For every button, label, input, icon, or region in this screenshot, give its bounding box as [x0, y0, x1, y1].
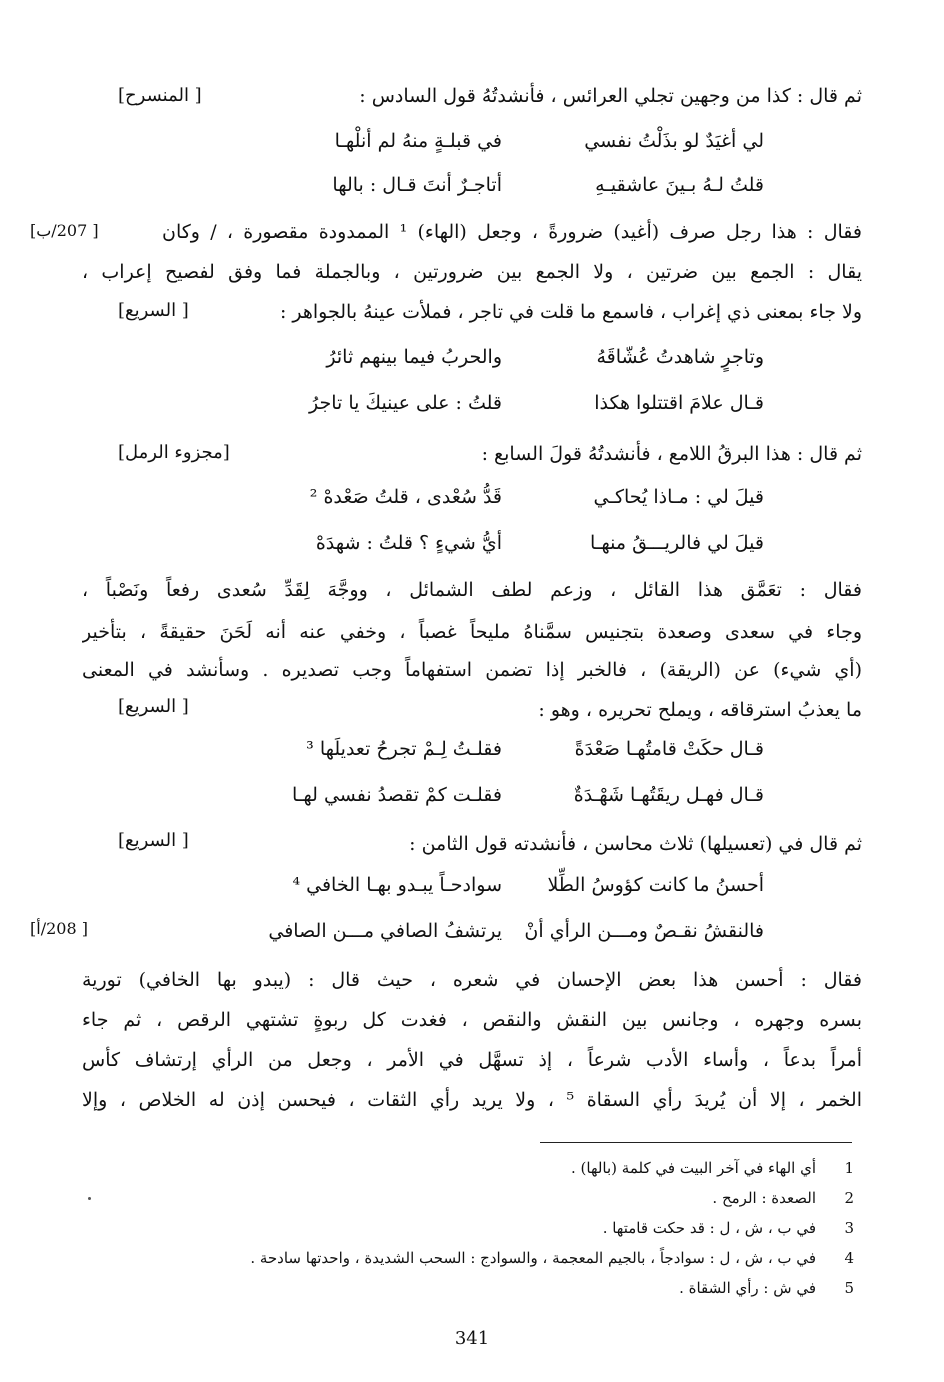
prose-line: بسره وجهره ، وجانس بين النقش والنقص ، فغدت كل ربوةٍ تشتهي الرقص ، ثم جاء: [82, 1009, 862, 1031]
footnote: [712, 1186, 854, 1210]
prose-line: ما يعذبُ استرقاقه ، ويملح تحريره ، وهو :: [538, 699, 862, 721]
verse-second-hemistich: يرتشفُ الصافي مـــن الصافي: [268, 920, 502, 942]
prose-line: (أي شيء) عن (الريقة) ، فالخبر إذا تضمن استفهاماً وجب تصديره . وسأنشد في المعنى: [82, 659, 862, 681]
footnote-number: 5: [844, 1279, 854, 1297]
footnote-number: 4: [844, 1249, 854, 1267]
footnote: [571, 1156, 854, 1180]
prose-line: الخمر ، إلا أن يُريدَ رأي السقاة ⁵ ، ولا يريد رأي الثقات ، فيحسن إذن له الخلاص ، وإلا: [82, 1089, 862, 1111]
footnote-separator: [540, 1142, 852, 1143]
verse-second-hemistich: أتاجـرٌ أنتَ قـال : بالها: [332, 174, 502, 196]
verse-first-hemistich: قيلَ لي فالريـــقُ منهـا: [590, 532, 764, 554]
verse-second-hemistich: قَدُّ سُعْدى ، قلتُ صَعْدهْ ²: [309, 486, 502, 508]
footnote-text: الصعدة : الرمح .: [712, 1189, 816, 1207]
manuscript-folio-ref: [ 207/ب]: [30, 221, 99, 240]
verse-first-hemistich: قـال علامَ اقتتلوا هكذا: [594, 392, 764, 414]
verse-first-hemistich: أحسنُ ما كانت كؤوسُ الطِّلا: [547, 874, 764, 896]
meter-label: [ المنسرح]: [118, 85, 202, 106]
verse-second-hemistich: فقلـتُ لِـمْ تجرحُ تعديلَها ³: [306, 738, 502, 760]
meter-label: [ السريع]: [118, 300, 189, 321]
stray-mark: [88, 1197, 91, 1200]
prose-line: يقال : الجمع بين ضرتين ، ولا الجمع بين ضرورتين ، وبالجملة فما وفق لفصيح إعراب ،: [82, 261, 862, 283]
prose-line: ثم قال : كذا من وجهين تجلي العرائس ، فأنشدتُهُ قول السادس :: [359, 85, 862, 107]
verse-second-hemistich: قلتُ : على عينيكَ يا تاجرُ: [308, 392, 502, 414]
footnote: [679, 1276, 854, 1300]
footnote-number: 1: [844, 1159, 854, 1177]
prose-line: فقال : أحسن هذا بعض الإحسان في شعره ، حيث قال : (يبدو بها الخافي) تورية: [82, 969, 862, 991]
footnote-text: في ب ، ش ، ل : قد حكت قامتها .: [602, 1219, 816, 1237]
meter-label: [ السريع]: [118, 830, 189, 851]
verse-first-hemistich: قلتُ لـهُ بـينَ عاشقيـهِ: [595, 174, 764, 196]
footnote: [603, 1216, 854, 1240]
prose-line: وجاء في سعدى وصعدة بتجنيس سمَّناهُ مليحاً غصباً ، وخفي عنه أنه لَحَنَ حقيقةً ، بتأخير: [82, 621, 862, 643]
prose-line: فقال : تعَمَّق هذا القائل ، وزعم لطف الشمائل ، ووجَّهَ لِقَدِّ سُعدى رفعاً ونَصْباً ،: [82, 579, 862, 601]
verse-second-hemistich: سوادحـاً يبـدو بهـا الخافي ⁴: [292, 874, 502, 896]
prose-line: ثم قال في (تعسيلها) ثلاث محاسن ، فأنشدته قول الثامن :: [409, 833, 862, 855]
meter-label: [مجزوء الرمل]: [118, 442, 230, 463]
manuscript-folio-ref: [ 208/أ]: [30, 919, 88, 938]
verse-first-hemistich: فالنقشُ نقـصٌ ومـــن الرأي أنْ: [524, 920, 764, 942]
meter-label: [ السريع]: [118, 696, 189, 717]
verse-first-hemistich: قيلَ لي : مـاذا يُحاكـي: [593, 486, 764, 508]
footnote-text: أي الهاء في آخر البيت في كلمة (بالها) .: [570, 1159, 816, 1177]
verse-second-hemistich: والحربُ فيما بينهم ثائرُ: [326, 346, 502, 368]
verse-first-hemistich: وتاجرٍ شاهدتُ عُشّاقَهُ: [596, 346, 764, 368]
footnote-number: 3: [844, 1219, 854, 1237]
verse-second-hemistich: في قبلـةٍ منهُ لم أنلْهـا: [334, 130, 502, 152]
footnote-number: 2: [844, 1189, 854, 1207]
footnote: [250, 1246, 854, 1270]
verse-second-hemistich: فقلـت كمْ تقصدُ نفسي لهـا: [292, 784, 502, 806]
prose-line: فقال : هذا رجل صرف (أغيد) ضرورةً ، وجعل (الهاء) ¹ الممدودة مقصورة ، / وكان: [162, 221, 862, 243]
verse-first-hemistich: لي أغيَدٌ لو بذَلْتُ نفسي: [584, 130, 764, 152]
footnote-text: في ش : رأي الشقاة .: [679, 1279, 816, 1297]
prose-line: ثم قال : هذا البرقُ اللامع ، فأنشدتُهُ قولَ السابع :: [481, 443, 862, 465]
page-number: 341: [454, 1328, 490, 1349]
footnote-text: في ب ، ش ، ل : سوادجاً ، بالجيم المعجمة ، والسوادج : السحب الشديدة ، واحدتها سادحة .: [250, 1249, 816, 1267]
verse-first-hemistich: قـال فهـل ريقَتُهـا شَهْـدَةٌ: [573, 784, 764, 806]
verse-second-hemistich: أيُّ شيءٍ ؟ قلتُ : شهدَهْ: [315, 532, 502, 554]
prose-line: ولا جاء بمعنى ذي إغراب ، فاسمع ما قلت في تاجر ، فملأت عينهُ بالجواهر :: [279, 301, 862, 323]
prose-line: أمراً بدعاً ، وأساء الأدب شرعاً ، إذ تسهَّل في الأمر ، وجعل من الرأي إرتشاف كأس: [82, 1049, 862, 1071]
verse-first-hemistich: قـال حكَتْ قامتُهـا صَعْدَةً: [574, 738, 764, 760]
